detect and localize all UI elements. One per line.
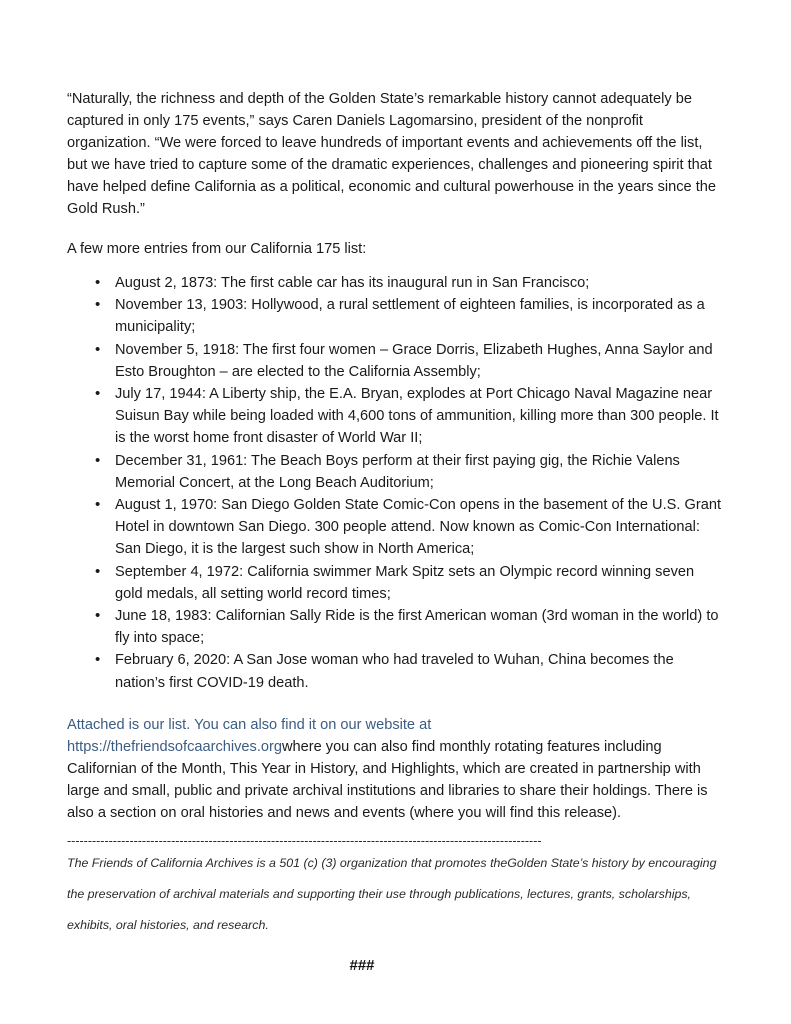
bullet-icon: • — [95, 496, 101, 514]
list-item-text: November 13, 1903: Hollywood, a rural settlement of eighteen families, is incorporated as a municipality; — [115, 297, 705, 336]
spacer — [67, 694, 723, 714]
bullet-icon: • — [95, 296, 101, 314]
list-item — [67, 450, 723, 494]
bullet-icon: • — [95, 385, 101, 403]
list-item — [67, 339, 723, 383]
closing-rest-text: where you can also find monthly rotating features including Californian of the Month, This Year in History, and Highlights, which are created in partnership with large and small, public and private archival institutions and libraries to share their holdings. There is also a section on oral histories and news and events (where you will find this release). — [67, 738, 708, 821]
document-content — [67, 88, 723, 974]
bullet-icon: • — [95, 607, 101, 625]
organization-footer-note: The Friends of California Archives is a 501 (c) (3) organization that promotes theGolden State’s history by encouraging the preservation of archival materials and supporting their use through publications, lectures, grants, scholarships, exhibits, oral histories, and research. — [67, 855, 717, 932]
closing-lead-text: Attached is our list. You can also find it on our website at — [67, 716, 432, 733]
end-mark: ### — [349, 956, 375, 974]
list-item — [67, 494, 723, 561]
list-item-text: December 31, 1961: The Beach Boys perform at their first paying gig, the Richie Valens Memorial Concert, at the Long Beach Auditorium; — [115, 452, 680, 491]
list-item-text: February 6, 2020: A San Jose woman who had traveled to Wuhan, China becomes the nation’s first COVID-19 death. — [115, 652, 674, 691]
spacer — [67, 824, 723, 834]
bullet-icon: • — [95, 274, 101, 291]
list-item — [67, 383, 723, 450]
list-item — [67, 605, 723, 649]
list-item-text: August 1, 1970: San Diego Golden State Comic-Con opens in the basement of the U.S. Grant Hotel in downtown San Diego. 300 people attend. Now known as Comic-Con International: San Diego, it is the largest such show in North America; — [115, 497, 721, 558]
list-intro-paragraph: A few more entries from our California 175 list: — [67, 241, 367, 257]
list-item-text: September 4, 1972: California swimmer Mark Spitz sets an Olympic record winning seven gold medals, all setting world record times; — [115, 563, 695, 602]
list-item-text: August 2, 1873: The first cable car has its inaugural run in San Francisco; — [115, 275, 590, 291]
bullet-icon: • — [95, 451, 101, 469]
spacer — [67, 220, 723, 238]
bullet-icon: • — [95, 562, 101, 580]
list-item — [67, 294, 723, 338]
list-item-text: November 5, 1918: The first four women – Grace Dorris, Elizabeth Hughes, Anna Saylor and Esto Broughton – are elected to the California Assembly; — [115, 341, 713, 380]
spacer — [67, 260, 723, 272]
list-item-text: June 18, 1983: Californian Sally Ride is the first American woman (3rd woman in the world) to fly into space; — [115, 608, 719, 647]
website-link[interactable]: https://thefriendsofcaarchives.org — [67, 738, 282, 755]
list-item — [67, 649, 723, 693]
california-175-entries-list — [67, 272, 723, 694]
list-item-text: July 17, 1944: A Liberty ship, the E.A. Bryan, explodes at Port Chicago Naval Magazine near Suisun Bay while being loaded with 4,600 tons of ammunition, killing more than 300 people. It is the worst home front disaster of World War II; — [115, 386, 719, 447]
list-item — [67, 272, 723, 294]
bullet-icon: • — [95, 651, 101, 669]
quote-paragraph: “Naturally, the richness and depth of the Golden State’s remarkable history cannot adequately be captured in only 175 events,” says Caren Daniels Lagomarsino, president of the nonprofit organization. “We were forced to leave hundreds of important events and achievements off the list, but we have tried to capture some of the dramatic experiences, challenges and pioneering spirit that have helped define California as a political, economic and cultural powerhouse in the years since the Gold Rush.” — [67, 91, 717, 217]
closing-paragraph — [67, 714, 723, 824]
section-divider: ------------------------------------------------------------------------------------------------------------------ — [67, 833, 542, 848]
list-item — [67, 561, 723, 605]
bullet-icon: • — [95, 340, 101, 358]
